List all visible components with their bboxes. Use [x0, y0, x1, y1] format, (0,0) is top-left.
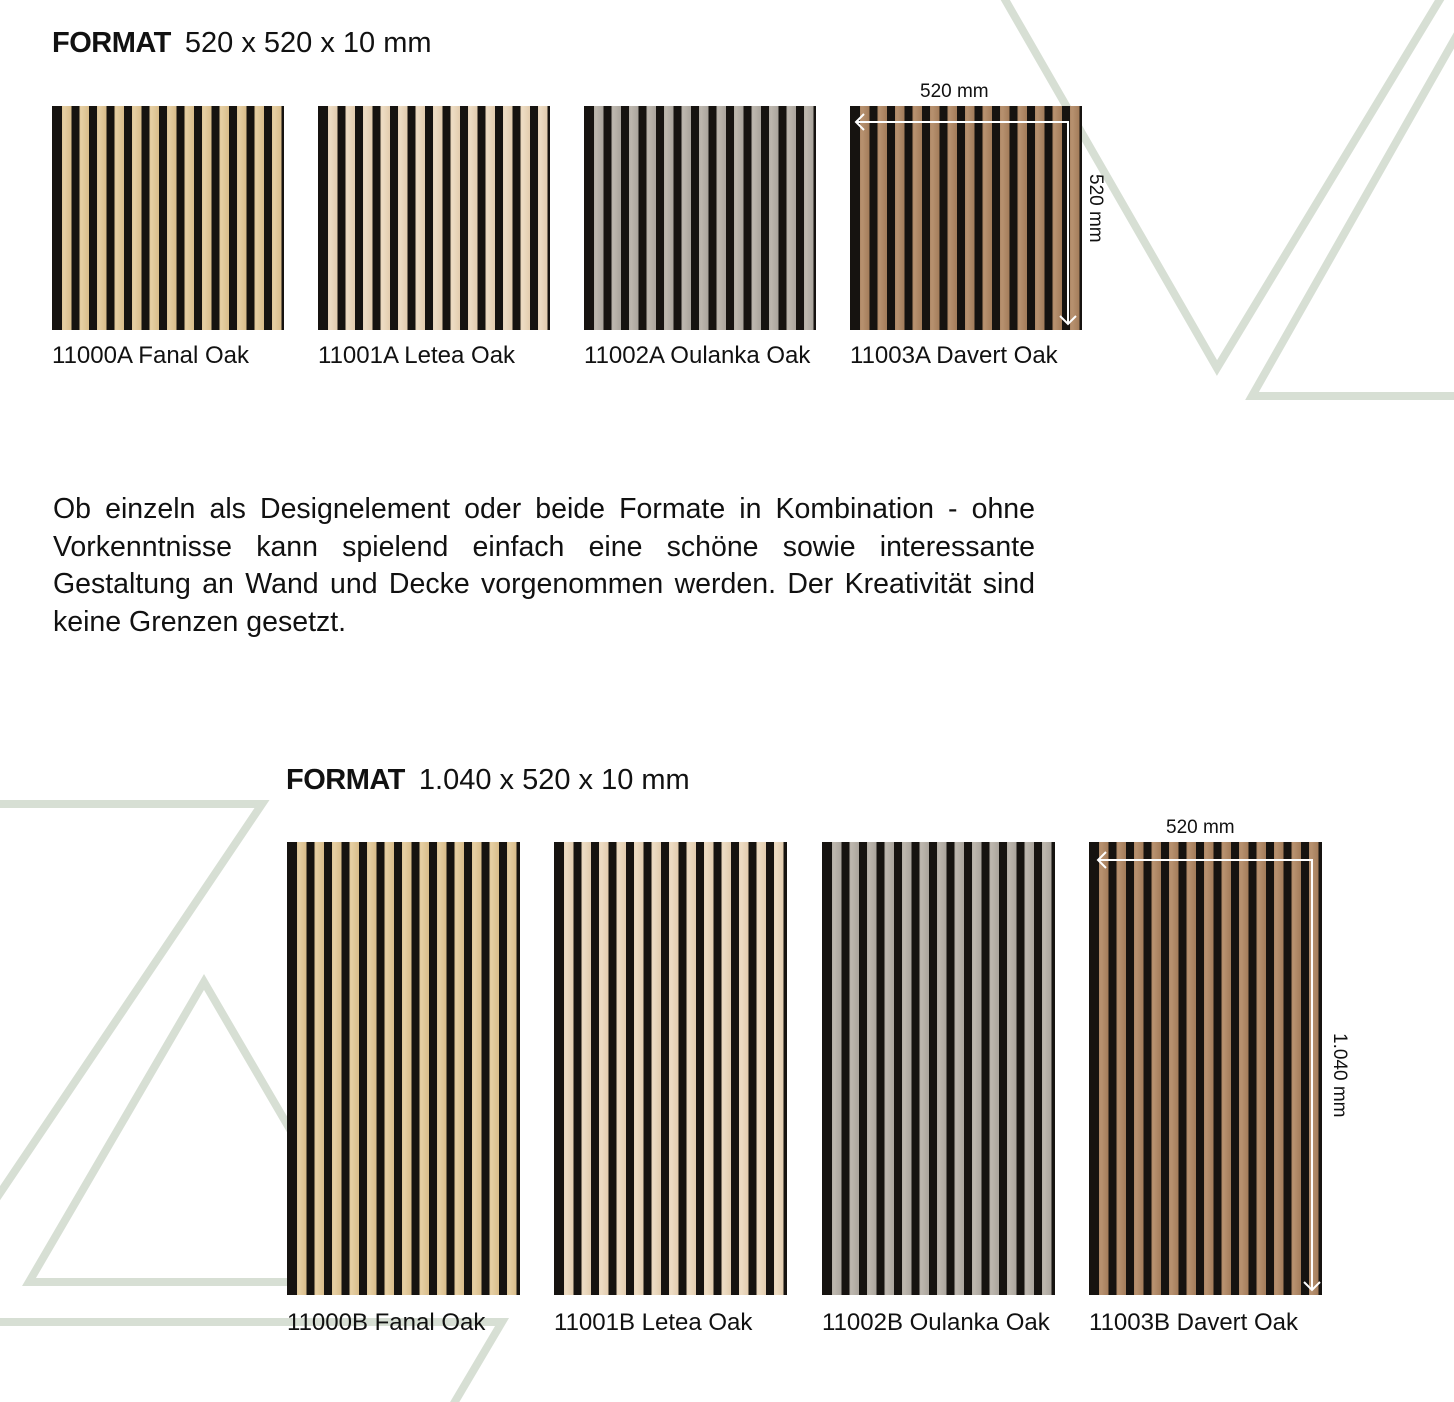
- panel-swatch-11001a: [318, 106, 550, 330]
- format-heading-large: [286, 763, 690, 797]
- dimension-arrow-icon: [1089, 842, 1322, 1295]
- format-dimensions: 1.040 x 520 x 10 mm: [418, 764, 690, 796]
- panel-label-11001a: 11001A Letea Oak: [318, 342, 516, 369]
- panel-label-11000b: 11000B Fanal Oak: [287, 1309, 486, 1336]
- width-dimension-label: 520 mm: [1166, 817, 1235, 838]
- format-heading-small: [52, 26, 432, 60]
- format-dimensions: 520 x 520 x 10 mm: [184, 27, 432, 59]
- panel-swatch-11000b: [287, 842, 520, 1295]
- panel-label-11003b: 11003B Davert Oak: [1089, 1309, 1299, 1336]
- panel-label-11002a: 11002A Oulanka Oak: [584, 342, 811, 369]
- format-label: FORMAT: [52, 27, 171, 59]
- format-label: FORMAT: [286, 764, 405, 796]
- panel-swatch-11001b: [554, 842, 787, 1295]
- panel-swatch-11002b: [822, 842, 1055, 1295]
- width-dimension-label: 520 mm: [920, 81, 989, 102]
- panel-swatch-11002a: [584, 106, 816, 330]
- height-dimension-label: 520 mm: [1085, 174, 1106, 243]
- height-dimension-label: 1.040 mm: [1329, 1033, 1350, 1118]
- panel-swatch-11000a: [52, 106, 284, 330]
- panel-label-11002b: 11002B Oulanka Oak: [822, 1309, 1050, 1336]
- dimension-arrow-icon: [850, 106, 1082, 330]
- panel-label-11000a: 11000A Fanal Oak: [52, 342, 250, 369]
- panel-label-11003a: 11003A Davert Oak: [850, 342, 1058, 369]
- description-paragraph: Ob einzeln als Designelement oder beide Formate in Kombination - ohne Vorkenntnisse kann spielend einfach eine schöne sowie interessante Gestaltung an Wand und Decke vorgenommen werden. Der Kreativität sind keine Grenzen gesetzt.: [53, 493, 1035, 638]
- panel-label-11001b: 11001B Letea Oak: [554, 1309, 753, 1336]
